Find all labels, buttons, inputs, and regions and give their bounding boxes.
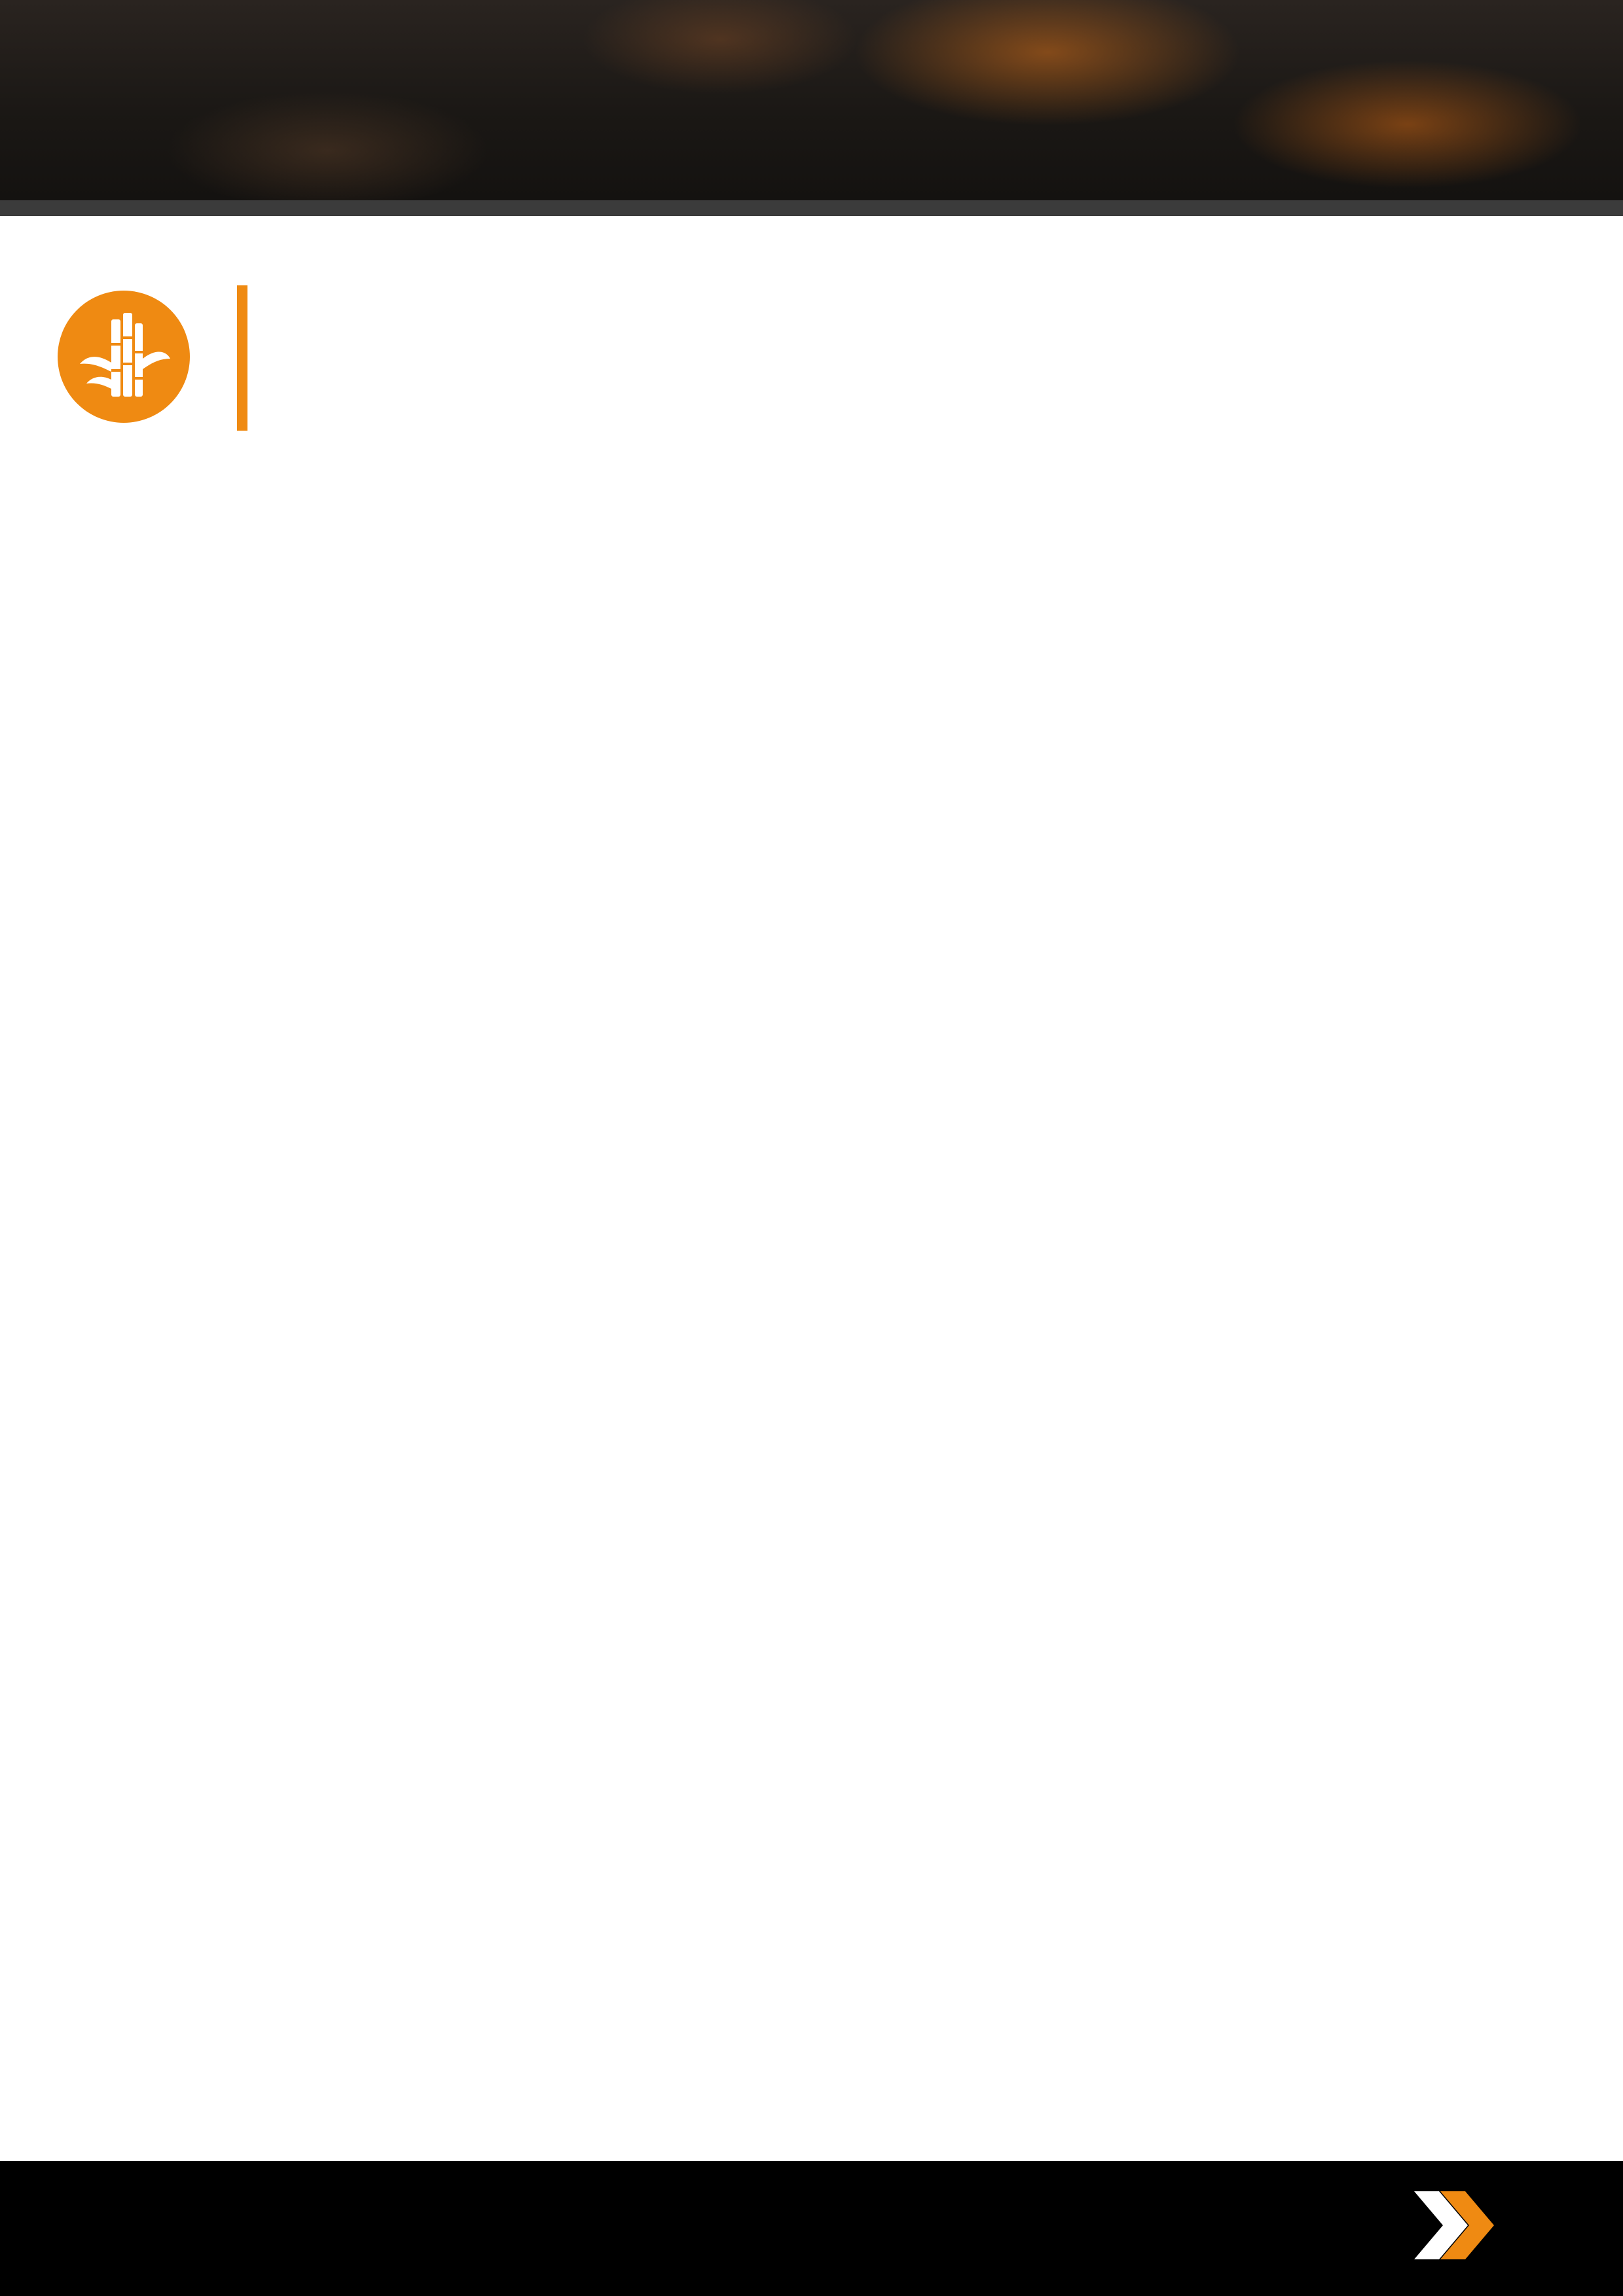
footer-bar bbox=[0, 2161, 1623, 2296]
hedgepoint-chevron-icon bbox=[1408, 2186, 1506, 2265]
